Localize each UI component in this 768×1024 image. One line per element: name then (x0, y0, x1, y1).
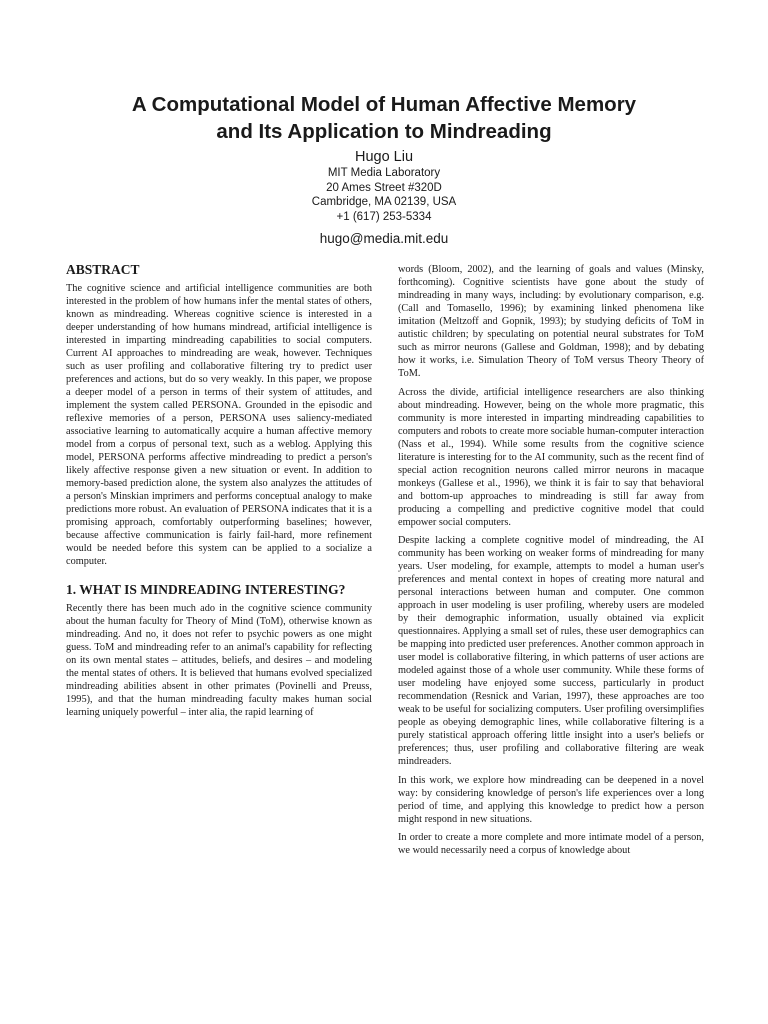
affiliation-line: 20 Ames Street #320D (326, 181, 442, 194)
body-paragraph: In order to create a more complete and more intimate model of a person, we would necessarily need a corpus of knowledge about (398, 832, 704, 856)
author-name: Hugo Liu (354, 149, 414, 165)
section-1-heading: 1. WHAT IS MINDREADING INTERESTING? (66, 582, 346, 597)
body-paragraph: Across the divide, artificial intelligence researchers are also thinking about mindreading. However, being on the whole more pragmatic, this community is more interested in imparting mindreading capabilities to computers and robots to create more sociable human-computer interaction (Nass et al., 1994). While some results from the cognitive science literature is interesting for to the AI community, such as the recent find of special action recognition neurons called mirror neurons in macaque monkeys (Gallese et al., 1996), we think it is fair to say that behavioral and bottom-up approaches to mindreading is still far away from producing a compelling and predictive cognitive model that could empower social computers. (398, 386, 704, 528)
affiliation-line: Cambridge, MA 02139, USA (311, 196, 457, 208)
body-paragraph: Despite lacking a complete cognitive model of mindreading, the AI community has been working on weaker forms of mindreading for many years. User modeling, for example, attempts to model a human user's preferences and mental context in hopes of creating more natural and personal interactions between human and computer. One common approach in user modeling is user profiling, whereby users are modeled by their demographic information, usually obtained via explicit questionnaires. Applying a small set of rules, these user demographics can be mapping into predicted user preferences. Another common approach in user model is collaborative filtering, in which patterns of user actions are modeled against those of a whole user community. While these forms of user modeling have enjoyed some success, particularly in product recommendation (Resnick and Varian, 1997), these approaches are too weak to be useful for socializing computers. User profiling oversimplifies people as obeying demographic lines, while collaborative filtering is a purely statistical approach offering little insight into a user's beliefs or preferences; thus, user profiling and collaborative filtering are weak mindreaders. (398, 535, 704, 767)
abstract-text: The cognitive science and artificial intelligence communities are both interested in the problem of how humans infer the mental states of others, known as mindreading. Whereas cognitive science is interested in a deeper understanding of how humans mindread, artificial intelligence is interested in imparting mindreading capabilities to social computers. Current AI approaches to mindreading are weak, however. Techniques such as user profiling and collaborative filtering try to predict user preferences and actions, but do so very weakly. In this paper, we propose a deeper model of a person in terms of their system of attitudes, and implement the system called PERSONA. Grounded in the episodic and reflexive memories of a person, PERSONA uses saliency-mediated associative learning to automatically acquire a human affective memory model from a corpus of personal text, such as a weblog. Applying this model, PERSONA performs affective mindreading to predict a person's likely affective response given a new situation or event. In addition to memory-based prediction alone, the system also analyzes the attitudes of a person's Minskian imprimers and performs conceptual analogy to make predictions more robust. An evaluation of PERSONA indicates that it is a promising approach, comfortably outperforming baselines; however, because affective communication is fairly fail-hard, more refinement would be needed before this system can be applied to a socialize a computer. (66, 283, 372, 567)
paper-title-line-2: and Its Application to Mindreading (216, 120, 552, 143)
paper-title-line-1: A Computational Model of Human Affective Memory (131, 93, 637, 116)
affiliation-line: MIT Media Laboratory (327, 167, 441, 179)
paper-title (40, 91, 728, 145)
body-paragraph: words (Bloom, 2002), and the learning of goals and values (Minsky, forthcoming). Cognitive scientists have gone about the study of mindreading in many ways, including: by evolutionary comparison, e.g. (Call and Tomasello, 1996); by examining linked phenomena like imitation (Meltzoff and Gopnik, 1993); by studying deficits of ToM in autistic children; by speculating on potential neural substrates for ToM such as mirror neurons (Gallese and Goldman, 1998); and by debating how it works, i.e. Simulation Theory of ToM versus Theory Theory of ToM. (398, 264, 704, 379)
abstract-heading: ABSTRACT (66, 262, 140, 277)
body-paragraph: In this work, we explore how mindreading can be deepened in a novel way: by considering knowledge of person's life experiences over a long period of time, and applying this knowledge to predict how a person might respond in new situations. (398, 774, 704, 825)
author-email: hugo@media.mit.edu (319, 231, 449, 246)
author-block (40, 148, 728, 247)
right-column (398, 263, 704, 1003)
section-1-text: Recently there has been much ado in the cognitive science community about the human faculty for Theory of Mind (ToM), otherwise known as mindreading. And no, it does not refer to psychic powers as one might guess. ToM and mindreading refer to an animal's capability for reflecting on its own mental states – attitudes, beliefs, and desires – and modeling the mental states of others. It is believed that humans evolved specialized mindreading abilities absent in other primates (Povinelli and Preuss, 1995), and that the human mindreading faculty makes human social learning uniquely powerful – inter alia, the rapid learning of (66, 603, 372, 718)
left-column (66, 262, 372, 1002)
affiliation-line: +1 (617) 253-5334 (336, 210, 432, 223)
